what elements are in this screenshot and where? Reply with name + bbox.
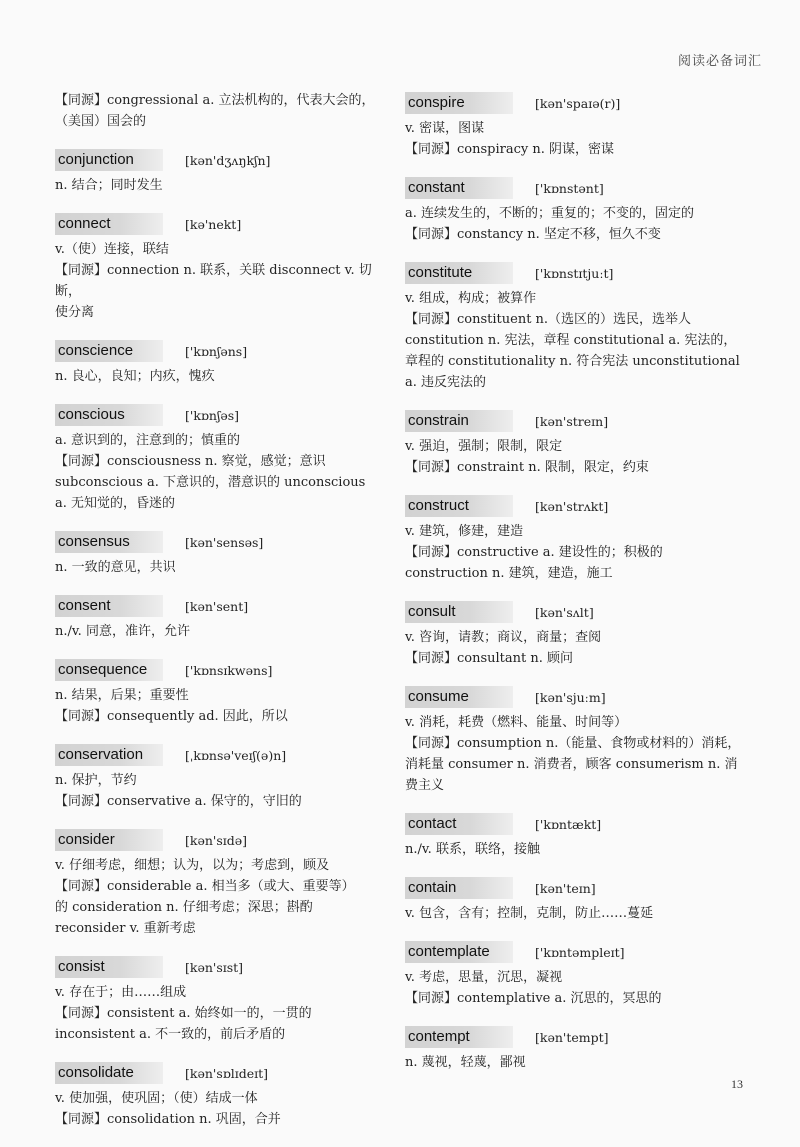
entry-head: [55, 1062, 390, 1084]
entry-head: [55, 340, 390, 362]
entry-head: [405, 262, 745, 284]
pronunciation: [kən'sent]: [185, 598, 249, 614]
entry-head: [405, 877, 745, 899]
headword: consent: [55, 595, 163, 617]
pronunciation: [kən'spaɪə(r)]: [535, 95, 621, 111]
pronunciation: [kən'sɪdə]: [185, 832, 248, 848]
entry-head: [55, 595, 390, 617]
headword: consume: [405, 686, 513, 708]
definition-line: 【同源】consciousness n. 察觉，感觉；意识: [55, 454, 326, 469]
left-entries: [55, 149, 390, 1130]
definition-line: 【同源】conservative a. 保守的，守旧的: [55, 794, 302, 809]
entry-head: [55, 744, 390, 766]
entry-head: [405, 177, 745, 199]
pronunciation: [kən'sensəs]: [185, 534, 264, 550]
right-entries: [405, 92, 745, 1073]
definition-line: v. 建筑，修建，建造: [405, 524, 524, 539]
headword: consult: [405, 601, 513, 623]
definition-line: v. 消耗，耗费（燃料、能量、时间等）: [405, 715, 628, 730]
definition-line: 【同源】constraint n. 限制，限定，约束: [405, 460, 649, 475]
vocab-entry: [55, 531, 390, 578]
definition-line: n. 结果，后果；重要性: [55, 688, 189, 703]
headword: consequence: [55, 659, 163, 681]
definition-line: v. 强迫，强制；限制，限定: [405, 439, 563, 454]
entry-head: [405, 495, 745, 517]
definition-line: n./v. 联系，联络，接触: [405, 842, 540, 857]
headword: conservation: [55, 744, 163, 766]
entry-head: [405, 92, 745, 114]
definition-line: v. 仔细考虑，细想；认为，以为；考虑到，顾及: [55, 858, 330, 873]
vocab-entry: [405, 877, 745, 924]
headword: constitute: [405, 262, 513, 284]
headword: construct: [405, 495, 513, 517]
vocab-entry: [405, 262, 745, 393]
definition-line: n. 结合；同时发生: [55, 178, 163, 193]
vocab-entry: [55, 595, 390, 642]
headword: consist: [55, 956, 163, 978]
definition-line: v. 咨询，请教；商议，商量；查阅: [405, 630, 602, 645]
entry-head: [55, 829, 390, 851]
vocab-entry: [405, 686, 745, 796]
running-header: 阅读必备词汇: [677, 54, 762, 69]
page-number: 13: [731, 1077, 743, 1091]
entry-head: [405, 1026, 745, 1048]
vocab-entry: [405, 177, 745, 245]
pronunciation: ['kɒnʃəns]: [185, 343, 248, 359]
headword: contain: [405, 877, 513, 899]
vocab-entry: [55, 1062, 390, 1130]
pronunciation: ['kɒnstənt]: [535, 180, 604, 196]
headword: consensus: [55, 531, 163, 553]
headword: conjunction: [55, 149, 163, 171]
pronunciation: ['kɒnstɪtjuːt]: [535, 265, 614, 281]
headword: consider: [55, 829, 163, 851]
vocab-entry: [405, 813, 745, 860]
definition-line: 费主义: [405, 778, 445, 793]
entry-head: [55, 956, 390, 978]
definition-line: v. 考虑，思量，沉思，凝视: [405, 970, 563, 985]
definition-line: 【同源】conspiracy n. 阴谋，密谋: [405, 142, 614, 157]
definition-line: 【同源】considerable a. 相当多（或大、重要等）: [55, 879, 355, 894]
definition-line: 【同源】constituent n.（选区的）选民，选举人: [405, 312, 692, 327]
entry-head: [405, 813, 745, 835]
definition-line: v. 存在于；由……组成: [55, 985, 187, 1000]
definition-line: a. 连续发生的，不断的；重复的；不变的，固定的: [405, 206, 695, 221]
pronunciation: ['kɒnsɪkwəns]: [185, 662, 273, 678]
vocab-entry: [55, 829, 390, 939]
headword: contemplate: [405, 941, 513, 963]
entry-head: [55, 404, 390, 426]
vocab-entry: [55, 956, 390, 1045]
vocab-entry: [405, 1026, 745, 1073]
vocab-entry: [55, 659, 390, 727]
entry-head: [405, 941, 745, 963]
definition-line: subconscious a. 下意识的，潜意识的 unconscious: [55, 475, 366, 490]
definition-line: constitution n. 宪法，章程 constitutional a. 宪法的，: [405, 333, 737, 348]
definition-line: 【同源】consultant n. 顾问: [405, 651, 574, 666]
definition-line: 【同源】congressional a. 立法机构的，代表大会的，: [55, 93, 375, 108]
definition-line: 【同源】connection n. 联系，关联 disconnect v. 切断，: [55, 263, 372, 299]
pronunciation: [kən'sʌlt]: [535, 604, 594, 620]
pronunciation: [kə'nekt]: [185, 216, 242, 232]
vocab-entry: [55, 404, 390, 514]
definition-line: v. 组成，构成；被算作: [405, 291, 537, 306]
vocab-entry: [405, 601, 745, 669]
definition-line: 【同源】consolidation n. 巩固，合并: [55, 1112, 281, 1127]
definition-line: a. 无知觉的，昏迷的: [55, 496, 176, 511]
pronunciation: [kən'sjuːm]: [535, 689, 606, 705]
pronunciation: ['kɒnʃəs]: [185, 407, 240, 423]
definition-line: n./v. 同意，准许，允许: [55, 624, 190, 639]
definition-line: a. 意识到的，注意到的；慎重的: [55, 433, 241, 448]
vocab-entry: [405, 410, 745, 478]
entry-head: [55, 531, 390, 553]
entry-head: [405, 410, 745, 432]
headword: conscience: [55, 340, 163, 362]
definition-line: n. 一致的意见，共识: [55, 560, 176, 575]
headword: conspire: [405, 92, 513, 114]
vocab-entry: [55, 340, 390, 387]
vocab-entry: [55, 744, 390, 812]
pronunciation: [kən'streɪn]: [535, 413, 609, 429]
entry-head: [405, 686, 745, 708]
vocab-entry: [55, 213, 390, 323]
right-column: [405, 92, 745, 1090]
vocab-entry: [405, 92, 745, 160]
definition-line: （美国）国会的: [55, 114, 147, 129]
headword: contact: [405, 813, 513, 835]
pronunciation: [kən'teɪn]: [535, 880, 596, 896]
left-column: [55, 90, 390, 1147]
entry-head: [55, 659, 390, 681]
pronunciation: [kən'dʒʌŋkʃn]: [185, 152, 271, 168]
definition-line: construction n. 建筑，建造，施工: [405, 566, 613, 581]
vocab-entry: [405, 495, 745, 584]
pronunciation: [kən'strʌkt]: [535, 498, 609, 514]
headword: constrain: [405, 410, 513, 432]
definition-line: 【同源】consistent a. 始终如一的，一贯的: [55, 1006, 312, 1021]
definition-line: n. 良心，良知；内疚，愧疚: [55, 369, 215, 384]
entry-head: [55, 149, 390, 171]
definition-line: 使分离: [55, 305, 95, 320]
pronunciation: [ˌkɒnsə'veɪʃ(ə)n]: [185, 747, 287, 763]
entry-head: [55, 213, 390, 235]
definition-line: v.（使）连接，联结: [55, 242, 169, 257]
definition-line: v. 使加强，使巩固；（使）结成一体: [55, 1091, 258, 1106]
definition-line: inconsistent a. 不一致的，前后矛盾的: [55, 1027, 286, 1042]
definition-line: 【同源】consumption n.（能量、食物或材料的）消耗，: [405, 736, 741, 751]
entry-head: [405, 601, 745, 623]
definition-line: v. 包含，含有；控制，克制，防止……蔓延: [405, 906, 654, 921]
definition-line: 消耗量 consumer n. 消费者，顾客 consumerism n. 消: [405, 757, 738, 772]
headword: conscious: [55, 404, 163, 426]
definition-line: 章程的 constitutionality n. 符合宪法 unconstitutional: [405, 354, 740, 369]
definition-line: 的 consideration n. 仔细考虑；深思；斟酌: [55, 900, 313, 915]
pronunciation: ['kɒntækt]: [535, 816, 602, 832]
definition-line: 【同源】consequently ad. 因此，所以: [55, 709, 288, 724]
continued-entry: [55, 90, 390, 132]
definition-line: a. 违反宪法的: [405, 375, 487, 390]
definition-line: 【同源】contemplative a. 沉思的，冥思的: [405, 991, 662, 1006]
definition-line: n. 保护，节约: [55, 773, 137, 788]
pronunciation: ['kɒntəmpleɪt]: [535, 944, 625, 960]
headword: constant: [405, 177, 513, 199]
headword: consolidate: [55, 1062, 163, 1084]
pronunciation: [kən'sɒlɪdeɪt]: [185, 1065, 269, 1081]
headword: connect: [55, 213, 163, 235]
definition-line: 【同源】constructive a. 建设性的；积极的: [405, 545, 663, 560]
definition-line: v. 密谋，图谋: [405, 121, 485, 136]
definition-line: 【同源】constancy n. 坚定不移，恒久不变: [405, 227, 661, 242]
pronunciation: [kən'sɪst]: [185, 959, 244, 975]
definition-line: reconsider v. 重新考虑: [55, 921, 196, 936]
headword: contempt: [405, 1026, 513, 1048]
pronunciation: [kən'tempt]: [535, 1029, 609, 1045]
definition-line: n. 蔑视，轻蔑，鄙视: [405, 1055, 526, 1070]
vocab-entry: [55, 149, 390, 196]
vocab-entry: [405, 941, 745, 1009]
